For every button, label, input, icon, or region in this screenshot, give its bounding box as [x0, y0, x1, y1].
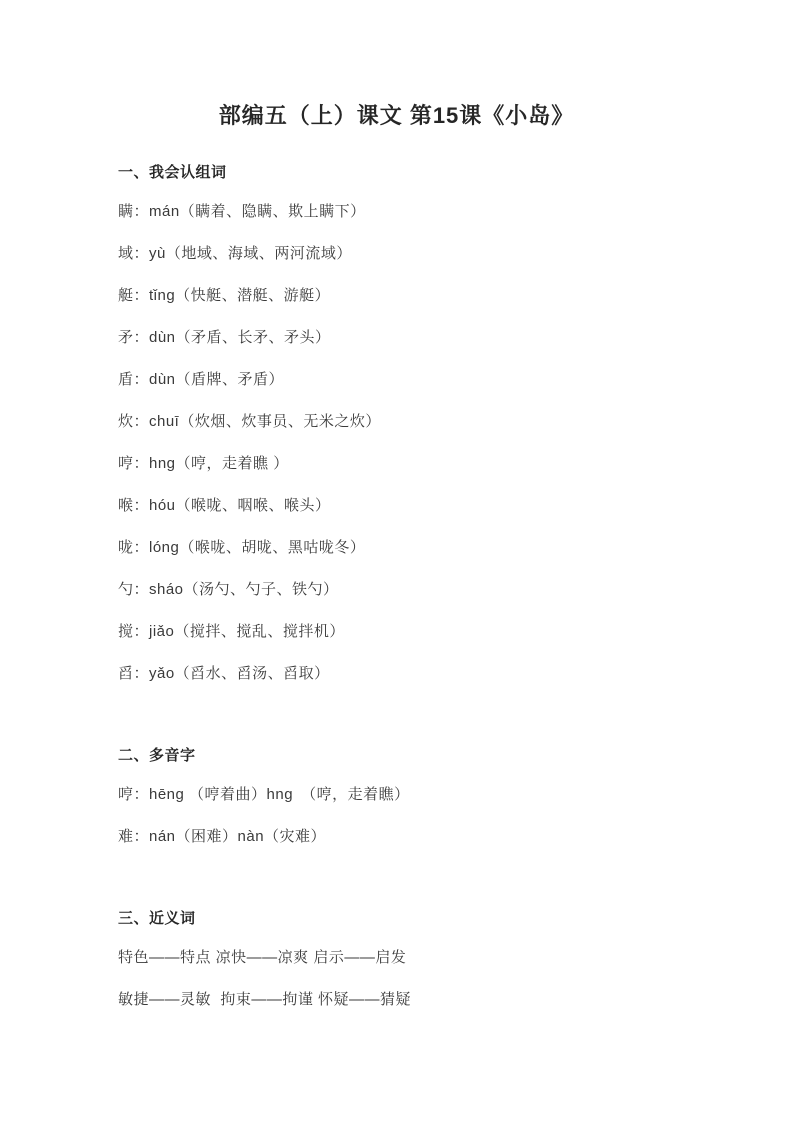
word-line: 特色——特点 凉快——凉爽 启示——启发 — [118, 949, 407, 966]
section-synonyms-lines — [118, 937, 675, 1021]
word-line: 舀：yǎo（舀水、舀汤、舀取） — [118, 665, 330, 682]
word-line: 艇：tǐng（快艇、潜艇、游艇） — [118, 287, 331, 304]
word-line: 域：yù（地域、海域、两河流域） — [118, 245, 352, 262]
section-polyphonic-lines — [118, 774, 675, 858]
word-line: 哼：hēng （哼着曲）hng （哼，走着瞧） — [118, 786, 410, 803]
word-line: 敏捷——灵敏 拘束——拘谨 怀疑——猜疑 — [118, 991, 412, 1008]
word-line: 瞒：mán（瞒着、隐瞒、欺上瞒下） — [118, 203, 366, 220]
word-line: 盾：dùn（盾牌、矛盾） — [118, 371, 285, 388]
section-heading-synonyms: 三、近义词 — [118, 910, 196, 927]
word-line: 矛：dùn（矛盾、长矛、矛头） — [118, 329, 331, 346]
section-word-recognition-lines — [118, 191, 675, 695]
word-line: 难：nán（困难）nàn（灾难） — [118, 828, 327, 845]
section-heading-polyphonic-characters: 二、多音字 — [118, 747, 196, 764]
word-line: 哼：hng（哼，走着瞧 ） — [118, 455, 289, 472]
word-line: 喉：hóu（喉咙、咽喉、喉头） — [118, 497, 331, 514]
word-line: 炊：chuī（炊烟、炊事员、无米之炊） — [118, 413, 381, 430]
word-line: 勺：sháo（汤勺、勺子、铁勺） — [118, 581, 339, 598]
word-line: 搅：jiǎo（搅拌、搅乱、搅拌机） — [118, 623, 345, 640]
section-heading-word-recognition: 一、我会认组词 — [118, 164, 227, 181]
page-title: 部编五（上）课文 第15课《小岛》 — [218, 103, 575, 128]
word-line: 咙：lóng（喉咙、胡咙、黑咕咙冬） — [118, 539, 366, 556]
